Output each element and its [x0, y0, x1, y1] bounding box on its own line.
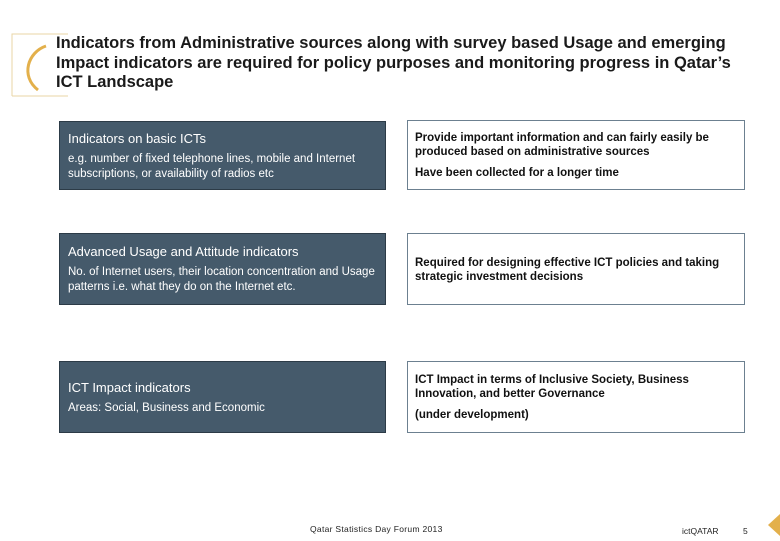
footer-brand: ictQATAR [682, 526, 719, 536]
note-box-advanced-usage [407, 233, 745, 305]
note-text: Have been collected for a longer time [415, 167, 619, 179]
note-text: (under development) [415, 409, 529, 421]
indicator-detail: Areas: Social, Business and Economic [68, 402, 265, 414]
note-box-basic-icts [407, 120, 745, 190]
note-text: Provide important information and can fairly easily be produced based on administrative sources [415, 132, 709, 158]
indicator-category: ICT Impact indicators [68, 380, 191, 395]
indicator-box-advanced-usage [59, 233, 386, 305]
note-box-ict-impact [407, 361, 745, 433]
indicator-box-basic-icts [59, 121, 386, 190]
corner-accent-icon [766, 514, 780, 536]
footer-event: Qatar Statistics Day Forum 2013 [310, 524, 443, 534]
page-number: 5 [743, 526, 748, 536]
indicator-detail: No. of Internet users, their location concentration and Usage patterns i.e. what they do on the Internet etc. [68, 266, 375, 293]
indicator-detail: e.g. number of fixed telephone lines, mobile and Internet subscriptions, or availability of radios etc [68, 153, 356, 180]
page-title: Indicators from Administrative sources along with survey based Usage and emerging Impact indicators are required for policy purposes and monitoring progress in Qatar’s ICT Landscape [56, 34, 731, 91]
indicator-category: Advanced Usage and Attitude indicators [68, 244, 299, 259]
note-text: ICT Impact in terms of Inclusive Society, Business Innovation, and better Governance [415, 374, 689, 400]
indicator-category: Indicators on basic ICTs [68, 131, 207, 146]
indicator-box-ict-impact [59, 361, 386, 433]
note-text: Required for designing effective ICT policies and taking strategic investment decisions [415, 257, 720, 283]
